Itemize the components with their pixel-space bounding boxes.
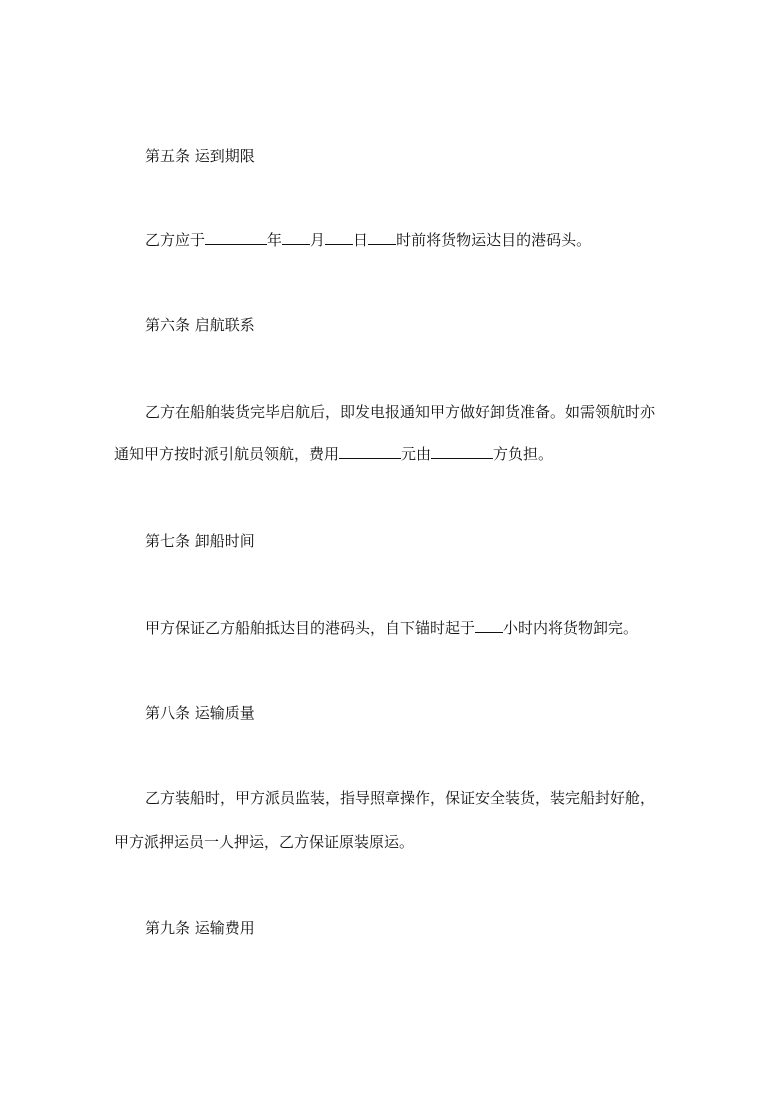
fee-party-blank — [431, 444, 493, 459]
unloading-hours-blank — [475, 618, 503, 633]
section-5-paragraph: 乙方应于 年 月 日 时前将货物运达目的港码头。 — [145, 231, 592, 249]
section-8-heading: 第八条 运输质量 — [145, 704, 255, 722]
year-blank — [205, 230, 267, 245]
section-7-heading: 第七条 卸船时间 — [145, 532, 255, 550]
section-8-paragraph-line-2: 甲方派押运员一人押运，乙方保证原装原运。 — [114, 833, 415, 851]
section-6-paragraph-line-1: 乙方在船舶装货完毕启航后，即发电报通知甲方做好卸货准备。如需领航时亦 — [145, 403, 656, 421]
fee-amount-blank — [339, 444, 401, 459]
section-8-paragraph-line-1: 乙方装船时，甲方派员监装，指导照章操作，保证安全装货，装完船封好舱， — [145, 789, 656, 807]
section-6-heading: 第六条 启航联系 — [145, 316, 255, 334]
section-6-paragraph-line-2: 通知甲方按时派引航员领航，费用 元由 方负担。 — [114, 445, 554, 463]
section-7-paragraph: 甲方保证乙方船舶抵达目的港码头，自下锚时起于 小时内将货物卸完。 — [145, 619, 639, 637]
month-blank — [282, 230, 310, 245]
day-blank — [325, 230, 353, 245]
hour-blank — [368, 230, 396, 245]
section-5-heading: 第五条 运到期限 — [145, 147, 255, 165]
section-9-heading: 第九条 运输费用 — [145, 919, 255, 937]
